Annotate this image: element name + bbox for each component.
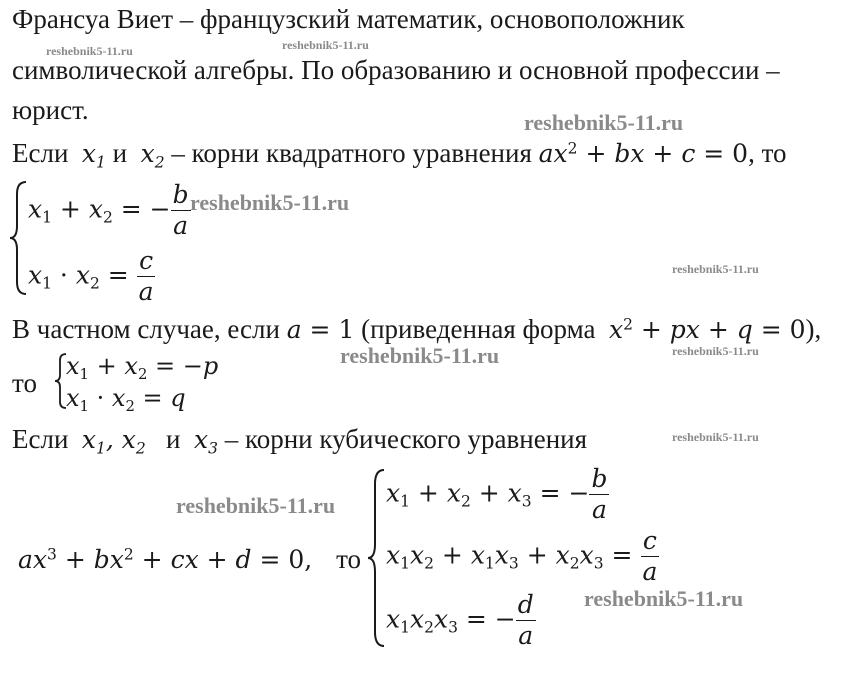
cubic-brace-icon: [366, 468, 388, 648]
cubic-statement: [12, 424, 588, 458]
watermark: reshebnik5-11.ru: [176, 493, 336, 518]
intro-line-1: Франсуа Виет – французский математик, основоположник: [12, 4, 685, 34]
quad-roots-phrase: – корни квадратного уравнения: [171, 138, 532, 168]
reduced-equation: $x^2$ + px + q = 0: [608, 315, 806, 344]
vieta-sum-reduced: $x_1 + x_2 = -p$: [66, 352, 219, 384]
and-word-cubic: и: [166, 424, 181, 454]
root-x3: $x_3$: [193, 425, 218, 458]
intro-line-3: юрист.: [12, 95, 89, 125]
watermark: reshebnik5-11.ru: [46, 44, 133, 58]
special-case-statement: В частном случае, если a = 1 (приведенная форма $x^2$ + px + q = 0),: [12, 314, 822, 344]
comma-then: , то: [748, 138, 787, 168]
vieta-sum-cubic: $x_1 + x_2 + x_3$ = − $\frac{b}{a}$: [386, 464, 608, 525]
cubic-then-word: то: [336, 544, 362, 574]
watermark: reshebnik5-11.ru: [672, 262, 759, 276]
cubic-equation: $ax^3 + bx^2$ + cx + d = 0, то: [18, 544, 362, 574]
watermark: reshebnik5-11.ru: [584, 586, 744, 611]
root-x2: $x_2$: [140, 139, 165, 172]
watermark: reshebnik5-11.ru: [340, 343, 500, 368]
cubic-roots-phrase: – корни кубического уравнения: [224, 424, 588, 454]
watermark: reshebnik5-11.ru: [282, 38, 369, 52]
a-equals-one: a = 1: [286, 315, 355, 344]
watermark: reshebnik5-11.ru: [672, 430, 759, 444]
vieta-sum-quadratic: $x_1 + x_2$ = − $\frac{b}{a}$: [28, 180, 189, 241]
intro-line-2: символической алгебры. По образованию и основной профессии –: [12, 55, 780, 85]
if-word: Если: [12, 138, 69, 168]
left-brace-icon: [8, 180, 30, 296]
roots-x1-x2: $x_1$, $x_2$: [81, 425, 146, 458]
reduced-form-text: (приведенная форма: [361, 314, 596, 344]
vieta-product-cubic: $x_1x_2x_3$ = − $\frac{d}{a}$: [386, 590, 534, 651]
watermark: reshebnik5-11.ru: [524, 110, 684, 135]
special-case-text: В частном случае, если: [12, 314, 280, 344]
quadratic-statement: [12, 138, 787, 172]
and-word: и: [112, 138, 128, 168]
vieta-product-quadratic: $x_1 \cdot x_2$ = $\frac{c}{a}$: [28, 246, 154, 307]
vieta-pairwise-cubic: $x_1x_2 + x_1x_3 + x_2x_3$ = $\frac{c}{a}$: [386, 526, 658, 587]
quadratic-equation: $ax^2$ + bx + c = 0: [538, 139, 749, 168]
then-word-reduced: то: [12, 368, 37, 398]
watermark: reshebnik5-11.ru: [672, 344, 759, 358]
watermark: reshebnik5-11.ru: [190, 190, 350, 215]
vieta-product-reduced: $x_1 \cdot x_2 = q$: [66, 384, 186, 416]
root-x1: $x_1$: [81, 139, 106, 172]
if-word-cubic: Если: [12, 424, 69, 454]
